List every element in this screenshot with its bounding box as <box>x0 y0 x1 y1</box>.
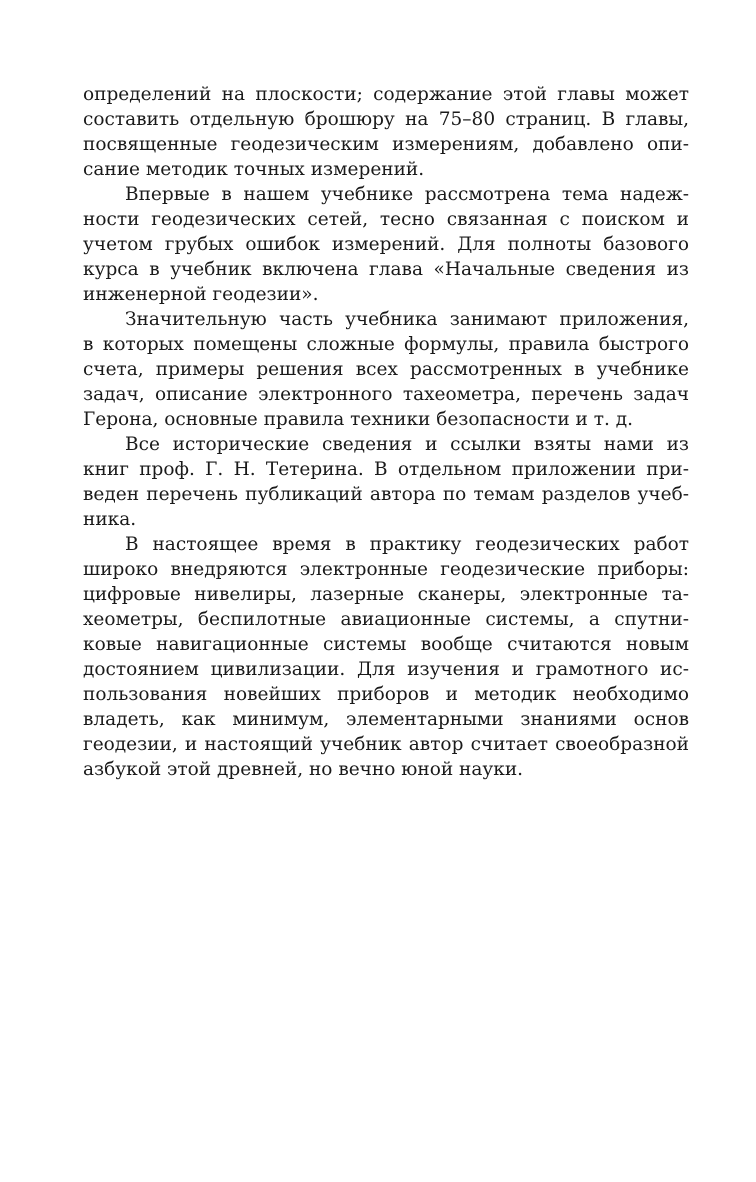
text-line: Герона, основные правила техники безопасности и т. д. <box>83 409 634 430</box>
text-line: инженерной геодезии». <box>83 284 319 305</box>
paragraph <box>83 82 689 182</box>
text-line: счета, примеры решения всех рассмотренных в учебнике <box>83 359 689 380</box>
paragraph <box>83 532 689 782</box>
paragraph <box>83 307 689 432</box>
paragraph <box>83 432 689 532</box>
text-line: задач, описание электронного тахеометра, перечень задач <box>83 384 689 405</box>
text-line: посвященные геодезическим измерениям, добавлено опи- <box>83 134 689 155</box>
text-line: азбукой этой древней, но вечно юной науки. <box>83 759 524 780</box>
text-line: определений на плоскости; содержание этой главы может <box>83 84 689 105</box>
text-line: веден перечень публикаций автора по темам разделов учеб- <box>83 484 689 505</box>
text-line: книг проф. Г. Н. Тетерина. В отдельном приложении при- <box>83 459 689 480</box>
text-line: Все исторические сведения и ссылки взяты нами из <box>125 434 689 455</box>
text-line: курса в учебник включена глава «Начальные сведения из <box>83 259 689 280</box>
text-line: Значительную часть учебника занимают приложения, <box>125 309 689 330</box>
text-line: хеометры, беспилотные авиационные системы, а спутни- <box>83 609 689 630</box>
text-line: цифровые нивелиры, лазерные сканеры, электронные та- <box>83 584 689 605</box>
text-line: ника. <box>83 509 137 530</box>
text-line: учетом грубых ошибок измерений. Для полноты базового <box>83 234 689 255</box>
text-line: В настоящее время в практику геодезических работ <box>125 534 689 555</box>
text-line: геодезии, и настоящий учебник автор считает своеобразной <box>83 734 689 755</box>
text-line: в которых помещены сложные формулы, правила быстрого <box>83 334 689 355</box>
text-line: пользования новейших приборов и методик необходимо <box>83 684 689 705</box>
text-line: широко внедряются электронные геодезические приборы: <box>83 559 689 580</box>
page-body <box>83 82 689 782</box>
text-line: ковые навигационные системы вообще считаются новым <box>83 634 689 655</box>
text-line: Впервые в нашем учебнике рассмотрена тема надеж- <box>125 184 689 205</box>
text-line: сание методик точных измерений. <box>83 159 425 180</box>
text-line: владеть, как минимум, элементарными знаниями основ <box>83 709 689 730</box>
text-line: достоянием цивилизации. Для изучения и грамотного ис- <box>83 659 689 680</box>
paragraph <box>83 182 689 307</box>
text-line: ности геодезических сетей, тесно связанная с поиском и <box>83 209 689 230</box>
text-line: составить отдельную брошюру на 75–80 страниц. В главы, <box>83 109 689 130</box>
